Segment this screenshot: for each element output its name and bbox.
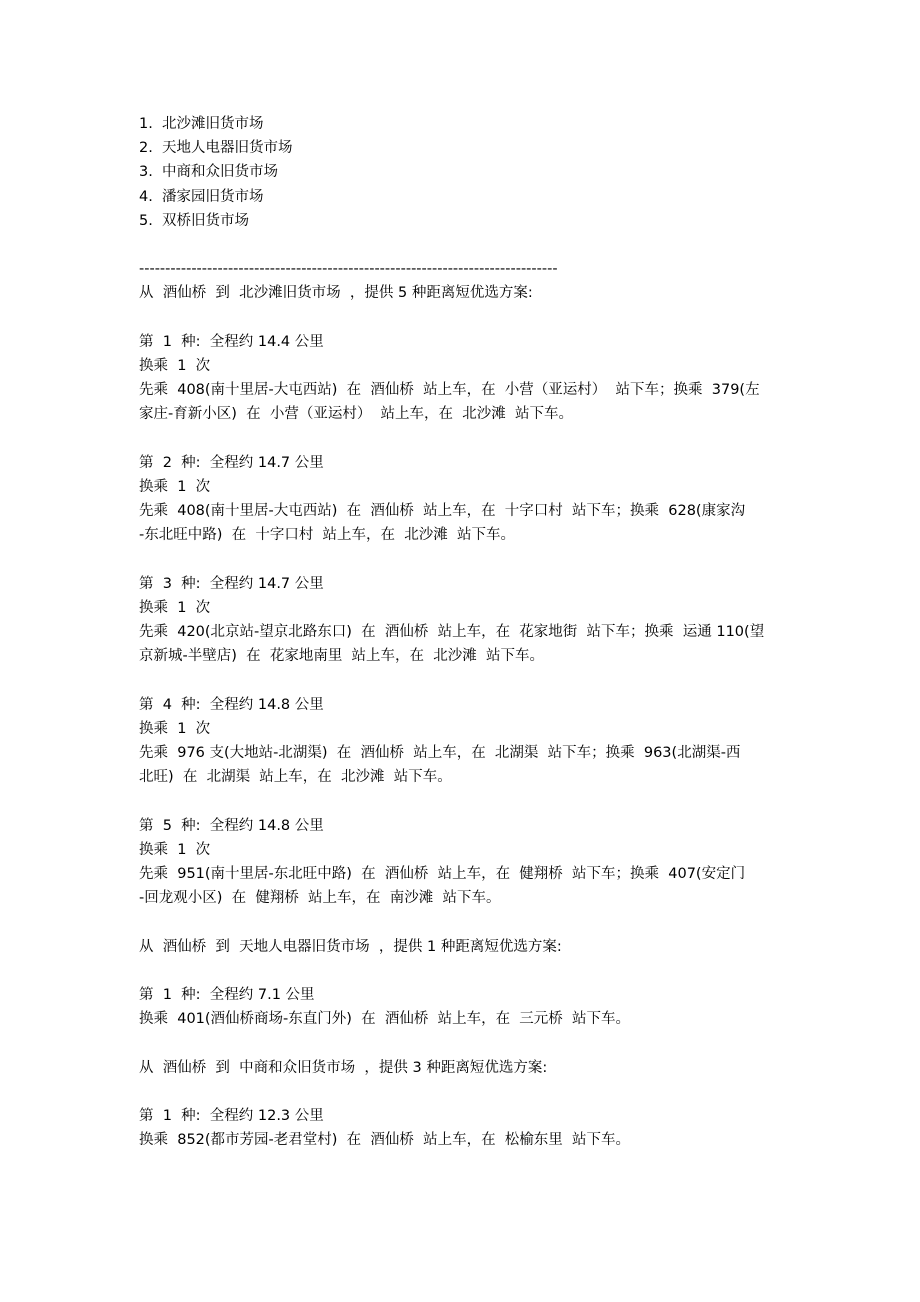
route-option-1	[139, 1104, 819, 1152]
route-section-zhongshang	[139, 1056, 819, 1153]
option-transfer: 换乘 1 次	[139, 721, 211, 737]
route-option-2	[139, 451, 819, 548]
option-route: 先乘 408(南十里居-大屯西站) 在 酒仙桥 站上车，在 十字口村 站下车；换乘 628(康家沟	[139, 503, 746, 520]
route-option-4	[139, 693, 819, 790]
option-route: 先乘 408(南十里居-大屯西站) 在 酒仙桥 站上车，在 小营（亚运村） 站下车；换乘 379(左	[139, 382, 760, 399]
divider-line: --------------------------------------------------------------------------------	[139, 261, 558, 278]
option-title: 第 4 种: 全程约 14.8 公里	[139, 696, 324, 713]
section-header: 从 酒仙桥 到 中商和众旧货市场 ，提供 3 种距离短优选方案:	[139, 1059, 548, 1076]
option-transfer: 换乘 1 次	[139, 358, 211, 374]
market-item-2: 2. 天地人电器旧货市场	[139, 140, 293, 157]
document-body	[139, 112, 819, 1153]
option-route: 先乘 420(北京站-望京北路东口) 在 酒仙桥 站上车，在 花家地街 站下车；换乘 运通 110(望	[139, 624, 765, 641]
route-option-5	[139, 814, 819, 911]
market-item-3: 3. 中商和众旧货市场	[139, 164, 279, 181]
option-title: 第 3 种: 全程约 14.7 公里	[139, 575, 324, 592]
market-item-5: 5. 双桥旧货市场	[139, 212, 250, 229]
market-item-4: 4. 潘家园旧货市场	[139, 188, 264, 205]
option-transfer: 换乘 1 次	[139, 842, 211, 858]
option-route: -东北旺中路) 在 十字口村 站上车，在 北沙滩 站下车。	[139, 527, 515, 544]
option-transfer: 换乘 1 次	[139, 479, 211, 495]
option-route: 家庄-育新小区) 在 小营（亚运村） 站上车，在 北沙滩 站下车。	[139, 406, 573, 423]
route-section-beishatan	[139, 281, 819, 910]
option-route: -回龙观小区) 在 健翔桥 站上车，在 南沙滩 站下车。	[139, 890, 501, 907]
option-route: 换乘 401(酒仙桥商场-东直门外) 在 酒仙桥 站上车，在 三元桥 站下车。	[139, 1011, 631, 1028]
option-transfer: 换乘 1 次	[139, 600, 211, 616]
option-title: 第 1 种: 全程约 14.4 公里	[139, 333, 324, 350]
option-title: 第 1 种: 全程约 7.1 公里	[139, 987, 315, 1004]
market-item-1: 1. 北沙滩旧货市场	[139, 116, 264, 132]
section-header: 从 酒仙桥 到 天地人电器旧货市场 ，提供 1 种距离短优选方案:	[139, 938, 562, 955]
section-header: 从 酒仙桥 到 北沙滩旧货市场 ，提供 5 种距离短优选方案:	[139, 285, 533, 302]
option-route: 京新城-半壁店) 在 花家地南里 站上车，在 北沙滩 站下车。	[139, 648, 544, 665]
route-option-1	[139, 330, 819, 427]
market-list	[139, 112, 819, 233]
route-section-tiandiren	[139, 935, 819, 1032]
option-route: 先乘 951(南十里居-东北旺中路) 在 酒仙桥 站上车，在 健翔桥 站下车；换乘 407(安定门	[139, 866, 746, 883]
option-title: 第 1 种: 全程约 12.3 公里	[139, 1108, 324, 1125]
route-option-3	[139, 572, 819, 669]
option-title: 第 2 种: 全程约 14.7 公里	[139, 454, 324, 471]
option-route: 北旺) 在 北湖渠 站上车，在 北沙滩 站下车。	[139, 769, 452, 786]
option-title: 第 5 种: 全程约 14.8 公里	[139, 817, 324, 834]
route-option-1	[139, 983, 819, 1031]
option-route: 先乘 976 支(大地站-北湖渠) 在 酒仙桥 站上车，在 北湖渠 站下车；换乘 963(北湖渠-西	[139, 745, 741, 762]
option-route: 换乘 852(都市芳园-老君堂村) 在 酒仙桥 站上车，在 松榆东里 站下车。	[139, 1132, 631, 1149]
